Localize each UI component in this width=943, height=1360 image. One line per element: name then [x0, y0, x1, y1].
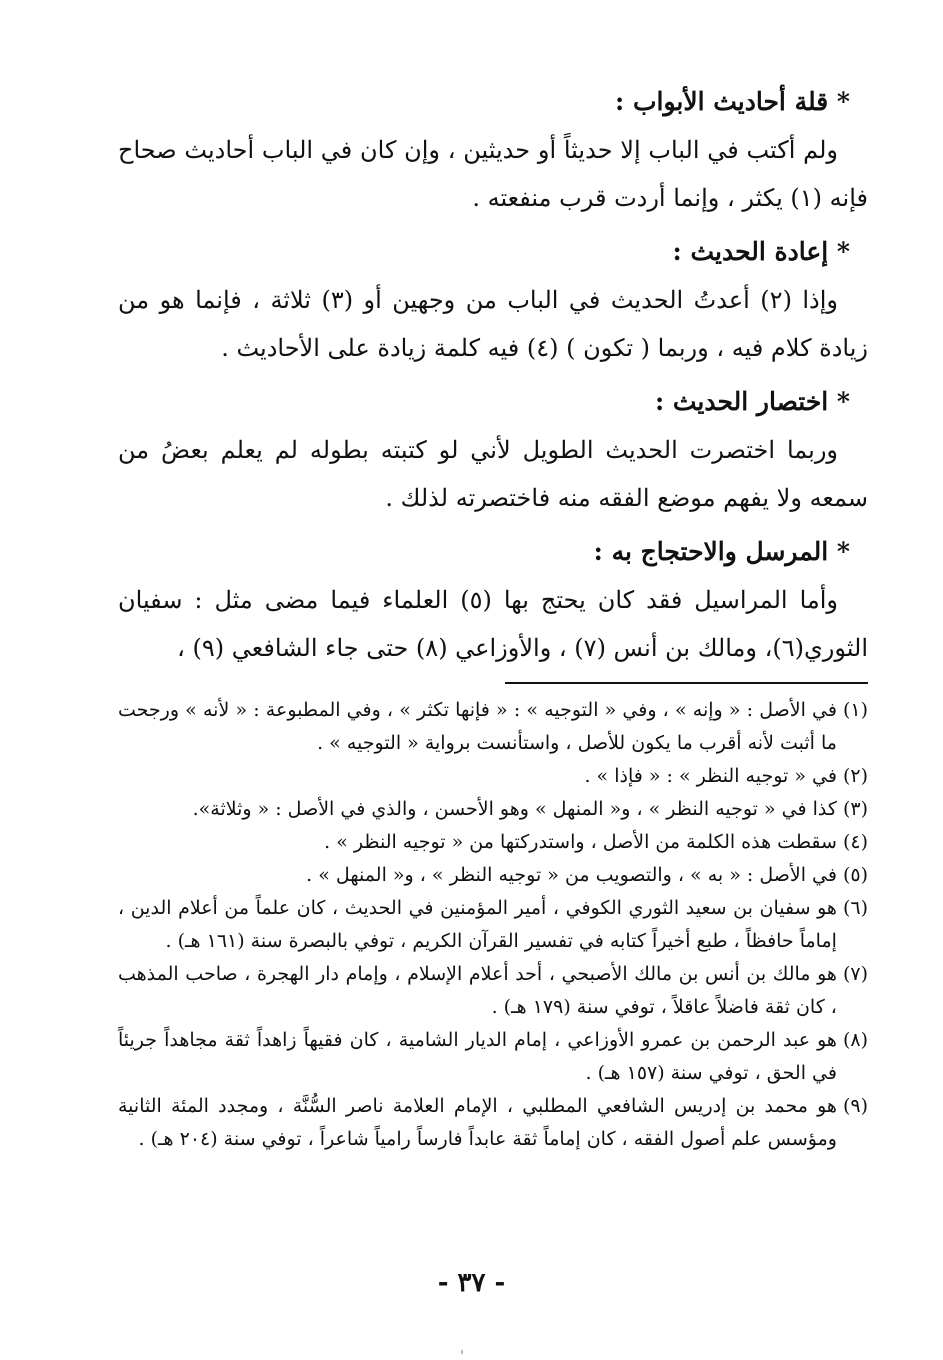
footnote-text: هو عبد الرحمن بن عمرو الأوزاعي ، إمام الديار الشامية ، كان فقيهاً زاهداً ثقة مجاهداً جريئاً في الحق ، توفي سنة (١٥٧ هـ) . — [118, 1029, 837, 1084]
paragraph-text: ولم أكتب في الباب إلا حديثاً أو حديثين ، وإن كان في الباب أحاديث صحاح فإنه (١) يكثر ، وإنما أردت قرب منفعته . — [118, 136, 868, 212]
main-text — [118, 82, 868, 682]
section-paragraph-repeating-hadith — [118, 276, 868, 372]
footnote-number: (٦) — [842, 897, 868, 919]
footnote-text: في الأصل : « وإنه » ، وفي « التوجيه » : « فإنها تكثر » ، وفي المطبوعة : « لأنه » ورجحت ما أثبت لأنه أقرب ما يكون للأصل ، واستأنست برواية « التوجيه » . — [118, 699, 837, 754]
footnote-divider — [505, 682, 868, 684]
footnote-number: (٢) — [842, 765, 868, 787]
section-paragraph-few-hadiths — [118, 126, 868, 222]
section-paragraph-abridging-hadith — [118, 426, 868, 522]
footnotes — [118, 694, 868, 1156]
footnote-text: في الأصل : « به » ، والتصويب من « توجيه النظر » ، و« المنهل » . — [306, 864, 837, 886]
footnote-number: (٩) — [842, 1095, 868, 1117]
paragraph-text: وربما اختصرت الحديث الطويل لأني لو كتبته بطوله لم يعلم بعضُ من سمعه ولا يفهم موضع الفقه منه فاختصرته لذلك . — [118, 436, 868, 512]
footnote-7 — [118, 958, 868, 1024]
section-heading-mursal: * المرسل والاحتجاج به : — [593, 537, 850, 566]
page-number: - ٣٧ - — [437, 1268, 506, 1298]
footnote-number: (٨) — [842, 1029, 868, 1051]
section-paragraph-mursal — [118, 576, 868, 672]
footnote-2 — [118, 760, 868, 793]
footnote-number: (٥) — [842, 864, 868, 886]
footnote-1 — [118, 694, 868, 760]
footnote-text: هو محمد بن إدريس الشافعي المطلبي ، الإمام العلامة ناصر السُّنَّة ، ومجدد المئة الثانية ومؤسس علم أصول الفقه ، كان إماماً ثقة عابداً فارساً رامياً شاعراً ، توفي سنة (٢٠٤ هـ) . — [118, 1095, 837, 1150]
scan-speck — [461, 1350, 463, 1354]
footnote-8 — [118, 1024, 868, 1090]
footnote-text: هو مالك بن أنس بن مالك الأصبحي ، أحد أعلام الإسلام ، وإمام دار الهجرة ، صاحب المذهب ، كان ثقة فاضلاً عاقلاً ، توفي سنة (١٧٩ هـ) . — [118, 963, 837, 1018]
paragraph-text: وأما المراسيل فقد كان يحتج بها (٥) العلماء فيما مضى مثل : سفيان الثوري(٦)، ومالك بن أنس (٧) ، والأوزاعي (٨) حتى جاء الشافعي (٩) ، — [118, 586, 868, 662]
footnote-number: (٧) — [842, 963, 868, 985]
section-heading-abridging-hadith: * اختصار الحديث : — [654, 387, 850, 416]
paragraph-text: وإذا (٢) أعدتُ الحديث في الباب من وجهين أو (٣) ثلاثة ، فإنما هو من زيادة كلام فيه ، وربما ( تكون ) (٤) فيه كلمة زيادة على الأحاديث . — [118, 286, 868, 362]
footnote-text: كذا في « توجيه النظر » ، و« المنهل » وهو الأحسن ، والذي في الأصل : « وثلاثة». — [192, 798, 837, 820]
footnote-text: سقطت هذه الكلمة من الأصل ، واستدركتها من « توجيه النظر » . — [324, 831, 837, 853]
footnote-5 — [118, 859, 868, 892]
footnote-number: (٣) — [842, 798, 868, 820]
footnote-4 — [118, 826, 868, 859]
footnote-number: (١) — [842, 699, 868, 721]
footnote-number: (٤) — [842, 831, 868, 853]
section-heading-few-hadiths: * قلة أحاديث الأبواب : — [615, 87, 850, 116]
footnote-3 — [118, 793, 868, 826]
footnote-text: في « توجيه النظر » : « فإذا » . — [584, 765, 837, 787]
footnote-9 — [118, 1090, 868, 1156]
footnote-text: هو سفيان بن سعيد الثوري الكوفي ، أمير المؤمنين في الحديث ، كان علماً من أعلام الدين ، إماماً حافظاً ، طبع أخيراً كتابه في تفسير القرآن الكريم ، توفي بالبصرة سنة (١٦١ هـ) . — [118, 897, 837, 952]
footnote-6 — [118, 892, 868, 958]
section-heading-repeating-hadith: * إعادة الحديث : — [672, 237, 850, 266]
